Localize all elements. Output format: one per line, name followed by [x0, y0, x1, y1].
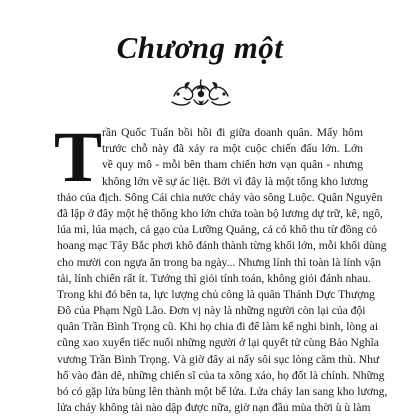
body-line: thảo của địch. Sông Cái chia nước chảy vào sông Luộc. Quân Nguyên	[57, 190, 383, 204]
body-line: cũng xao xuyến tiếc nuối những người ở lại quyết tử cùng Bảo Nghĩa	[57, 336, 379, 350]
body-line: hoang mạc Tây Bắc phơi khô đánh thành từng khối lớn, mỗi khối dùng	[57, 239, 387, 253]
body-line: quân Trần Bình Trọng cũ. Khi họ chia đi để làm kế nghi binh, lòng ai	[57, 320, 379, 334]
body-line: vương Trần Bình Trọng. Và giờ đây ai nấy sôi sục lòng căm thù. Như	[57, 352, 380, 366]
drop-cap: T	[54, 117, 103, 197]
body-line: Trong khi đó bên ta, lực lượng chủ công là quân Thánh Dực Thượng	[57, 287, 375, 301]
body-line: cho mười con ngựa ăn trong ba ngày... Nhưng lính thì toàn là lính vận	[57, 255, 381, 269]
body-line: bó cỏ gặp lửa bùng lên thành một bể lửa. Lửa cháy lan sang kho lương,	[57, 385, 388, 398]
body-line: Đô của Phạm Ngũ Lão. Đơn vị này là những người còn lại của đội	[57, 304, 366, 318]
body-line: đã lập ở đây một hệ thống kho lớn chứa toàn bộ lương dự trữ, kê, ngô,	[57, 206, 383, 220]
chapter-title: Chương một	[116, 30, 284, 65]
body-line: không lớn về sự ác liệt. Bởi vì đây là một tổng kho lương	[102, 174, 369, 188]
body-line: tải, lính chiến rất ít. Tướng thì giỏi tính toán, không giỏi đánh nhau.	[57, 271, 371, 285]
body-line: lửa cháy không tài nào dập được nữa, giờ nạn đầu mùa thời ù ù làm	[57, 401, 371, 415]
floral-flourish-icon	[168, 72, 234, 112]
body-line: lúa mì, lúa mạch, cả gạo của Lưỡng Quảng, cả cỏ khô thu từ đồng cỏ	[57, 223, 378, 237]
body-line: hổ vào đàn dê, những chiến sĩ của ta xông xáo, họ đốt là chính. Những	[57, 368, 385, 382]
body-line: về quy mô - mỗi bên tham chiến hơn vạn quân - nhưng	[102, 158, 363, 172]
body-line: trước chỗ này đã xảy ra một cuộc chiến đấu lớn. Lớn	[102, 142, 363, 156]
chapter-body	[57, 125, 388, 416]
body-line: rần Quốc Tuấn bồi hồi đi giữa doanh quân. Mấy hôm	[102, 126, 363, 139]
